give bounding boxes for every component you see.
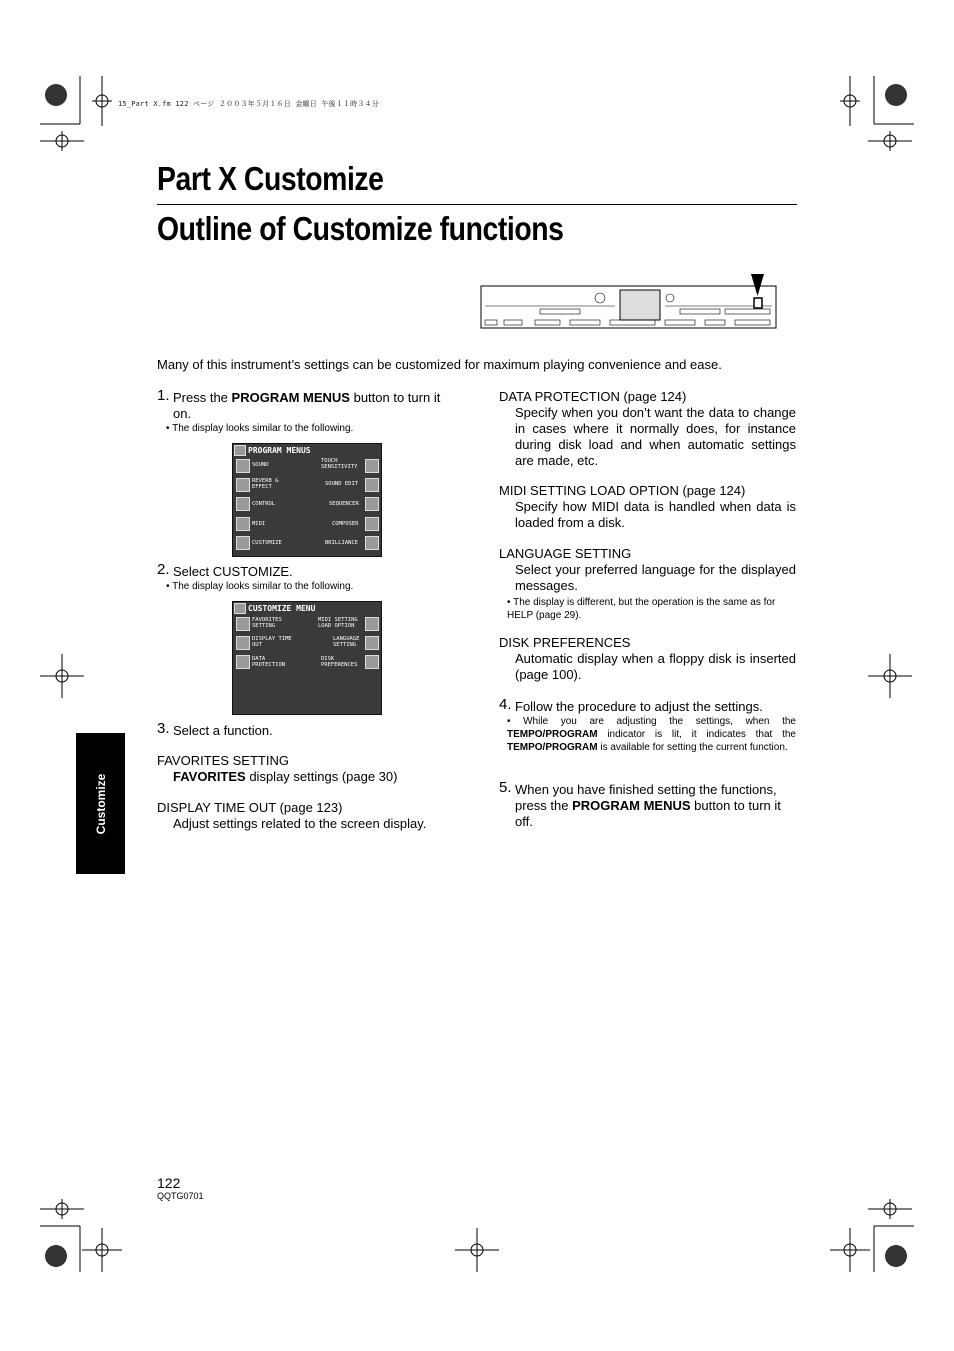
brilliance-icon [365,536,379,550]
step-number: 1. [157,387,170,404]
step-2-note: • The display looks similar to the following. [166,581,354,592]
display-time-out-icon [236,636,250,650]
touch-sensitivity-icon [365,459,379,473]
function-disk-preferences [499,635,796,683]
step-number: 2. [157,561,170,578]
language-icon [365,636,379,650]
midi-icon [236,517,250,531]
menu-midi[interactable]: MIDI [252,521,266,527]
menu-icon [234,603,246,614]
menu-reverb-effect[interactable]: REVERB & EFFECT [252,478,279,490]
sequencer-icon [365,497,379,511]
title-rule [157,204,797,205]
screen-title: PROGRAM MENUS [248,446,311,455]
function-description: Adjust settings related to the screen display. [173,816,427,831]
function-description: Automatic display when a floppy disk is inserted (page 100). [515,651,796,682]
step-4-note: • While you are adjusting the settings, when the TEMPO/PROGRAM indicator is lit, it indicates that the TEMPO/PROGRAM is available for setting the current function. [507,716,796,753]
function-heading: DISK PREFERENCES [499,635,631,650]
menu-data-protection[interactable]: DATA PROTECTION [252,656,286,668]
menu-touch-sensitivity[interactable]: TOUCH SENSITIVITY [321,458,358,470]
step-4: 4. Follow the procedure to adjust the settings. [499,696,763,714]
function-heading: DATA PROTECTION (page 124) [499,389,687,404]
screen-title: CUSTOMIZE MENU [248,604,316,613]
menu-sequencer[interactable]: SEQUENCER [329,501,359,507]
customize-icon [236,536,250,550]
menu-sound[interactable]: SOUND [252,462,269,468]
instrument-panel-illustration [480,272,778,330]
menu-sound-edit[interactable]: SOUND EDIT [325,481,359,487]
function-data-protection [499,389,796,469]
menu-composer[interactable]: COMPOSER [332,521,359,527]
function-midi-setting-load-option [499,483,796,531]
customize-menu-screen [232,601,382,715]
function-favorites-setting [157,753,457,785]
step-number: 5. [499,779,512,796]
menu-disk-preferences[interactable]: DISK PREFERENCES [321,656,358,668]
side-tab-label: Customize [93,773,108,834]
composer-icon [365,517,379,531]
step-2: 2. Select CUSTOMIZE. [157,561,293,579]
step-1: 1. Press the PROGRAM MENUS button to turn it on. [157,387,441,421]
function-description: FAVORITES display settings (page 30) [173,769,398,784]
intro-paragraph: Many of this instrument’s settings can be customized for maximum playing convenience and ease. [157,357,722,372]
menu-customize[interactable]: CUSTOMIZE [252,540,282,546]
step-number: 3. [157,720,170,737]
step-3: 3. Select a function. [157,720,273,738]
function-heading: FAVORITES SETTING [157,753,289,768]
page-number: 122 [157,1175,181,1191]
function-heading: MIDI SETTING LOAD OPTION (page 124) [499,483,746,498]
menu-control[interactable]: CONTROL [252,501,276,507]
menu-display-time-out[interactable]: DISPLAY TIME OUT [252,636,292,648]
menu-midi-setting-load-option[interactable]: MIDI SETTING LOAD OPTION [318,617,358,629]
control-icon [236,497,250,511]
section-side-tab [76,733,125,874]
program-menus-screen [232,443,382,557]
document-code: QQTG0701 [157,1191,204,1201]
data-protection-icon [236,655,250,669]
step-5: 5. When you have finished setting the functions, press the PROGRAM MENUS button to turn it off. [499,779,781,829]
function-description: Specify when you don’t want the data to change in cases where it normally does, for instance during disk load and when automatic settings are made, etc. [515,405,796,468]
function-language-setting [499,546,796,622]
sound-icon [236,459,250,473]
reverb-effect-icon [236,478,250,492]
sound-edit-icon [365,478,379,492]
favorites-icon [236,617,250,631]
function-note: • The display is different, but the operation is the same as for HELP (page 29). [507,597,776,621]
part-title: Part X Customize [157,160,384,197]
section-title: Outline of Customize functions [157,210,564,247]
function-display-time-out [157,800,457,832]
file-header-line: 15_Part X.fm 122 ページ ２００３年５月１６日 金曜日 午後１１時３４分 [118,100,379,108]
menu-language-setting[interactable]: LANGUAGE SETTING [333,636,360,648]
function-heading: LANGUAGE SETTING [499,546,632,561]
function-heading: DISPLAY TIME OUT (page 123) [157,800,343,815]
step-1-note: • The display looks similar to the following. [166,423,354,434]
disk-preferences-icon [365,655,379,669]
menu-favorites-setting[interactable]: FAVORITES SETTING [252,617,282,629]
step-number: 4. [499,696,512,713]
function-description: Select your preferred language for the displayed messages. [515,562,796,593]
menu-brilliance[interactable]: BRILLIANCE [325,540,359,546]
menu-icon [234,445,246,456]
midi-setting-icon [365,617,379,631]
function-description: Specify how MIDI data is handled when data is loaded from a disk. [515,499,796,530]
